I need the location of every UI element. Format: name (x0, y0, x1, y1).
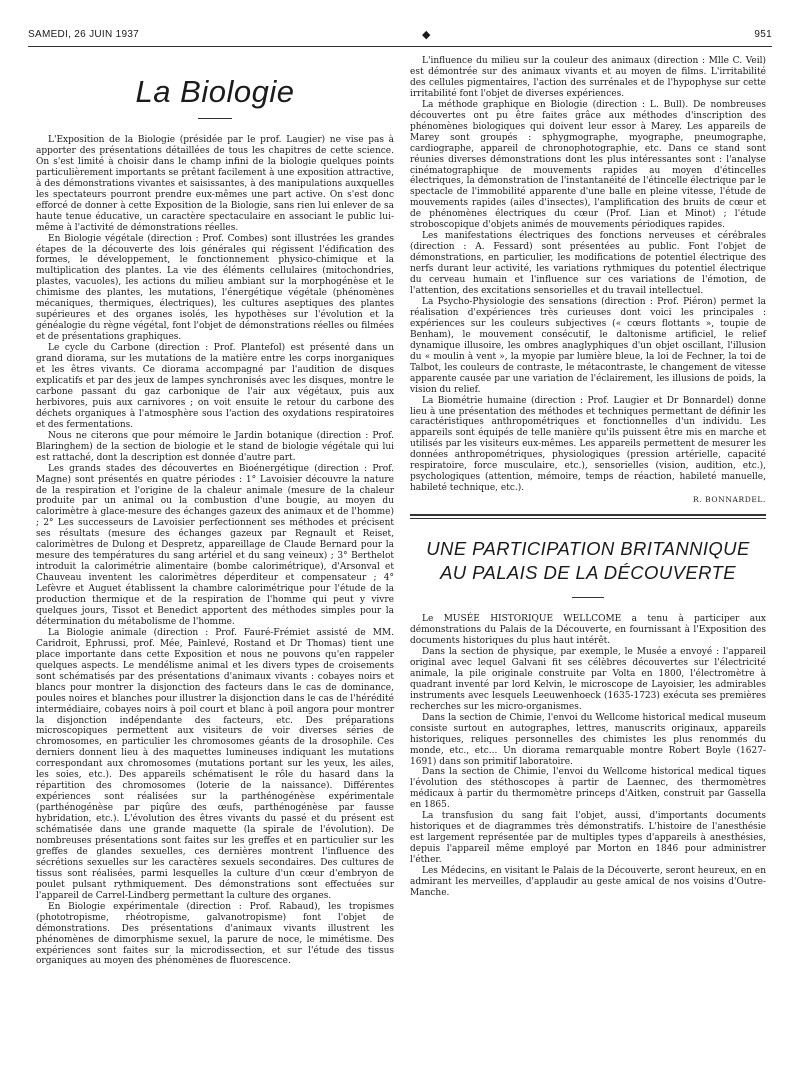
header-date: SAMEDI, 26 JUIN 1937 (28, 29, 140, 40)
brit-paragraph-3: Dans la section de Chimie, l'envoi du Wellcome historical medical museum consiste surtout en autographes, lettres, manuscrits originaux, appareils historiques, reliques personnelles des chimistes les plus renommés du monde, etc., etc... Un diorama remarquable montre Robert Boyle (1627-1691) dans son primitif laboratoire. (410, 712, 766, 767)
bio-paragraph-6: La Biologie animale (direction : Prof. Fauré-Frémiet assisté de MM. Caridroit, Ephrussi, prof. Mée, Painlevé, Rostand et Dr Thomas) tient une place importante dans cette Exposition et nous ne pouvons qu'en rappeler quelques aspects. Le mendélisme animal et les divers types de croisements sont schématisés par des présentations d'animaux vivants : cobayes noirs et blancs pour montrer la disjonction des facteurs dans le cas de dominance, poules noires et blanches pour illustrer la disjonction dans le cas de l'hérédité intermédiaire, cobayes noirs à poil court et blanc à poil angora pour montrer la disjonction indépendante des facteurs, etc. Des préparations microscopiques permettent aux visiteurs de voir diverses séries de chromosomes, en particulier les chromosomes géants de la drosophile. Ces derniers donnent lieu à des maquettes lumineuses indiquant les mutations correspondant aux chromosomes (mutations portant sur les yeux, les ailes, les soies, etc.). Des appareils schématisent le rôle du hasard dans la répartition des chromosomes (loterie de la naissance). Différentes expériences sont réalisées sur la parthénogénèse expérimentale (parthénogénèse par piqûre des œufs, parthénogénèse par fausse hybridation, etc.). L'évolution des êtres vivants du passé et du présent est schématisée dans une grande maquette (la spirale de l'évolution). De nombreuses présentations sont faites sur les greffes et en particulier sur les greffes de glandes sexuelles, ces dernières montrent l'influence des sécrétions sexuelles sur les caractères sexuels secondaires. Des cultures de tissus sont réalisées, parmi lesquelles la culture d'un cœur d'embryon de poulet pulsant rythmiquement. Des démonstrations sont effectuées sur l'appareil de Carrel-Lindberg permettant la culture des organes. (36, 627, 394, 901)
bio-paragraph-9: La méthode graphique en Biologie (direction : L. Bull). De nombreuses découvertes ont pu être faites grâce aux méthodes d'inscription des phénomènes biologiques qui doivent leur essor à Marey. Les appareils de Marey sont groupés : sphygmographe, myographe, pneumographe, cardiographe, appareil de chronophotographie, etc. Dans ce stand sont réunies diverses démonstrations dont les plus intéressantes sont : l'analyse cinématographique de mouvements rapides au moyen d'étincelles électriques, la démonstration de l'instantanéité de l'étincelle électrique par le spectacle de l'immobilité apparente d'une balle en pleine vitesse, l'étude de mouvements rapides (ailes d'insectes), l'amplification des bruits de cœur et de phénomènes électriques du cœur (Prof. Lian et Minot) ; l'étude stroboscopique d'objets animés de mouvements périodiques rapides. (410, 99, 767, 231)
brit-paragraph-4: Dans la section de Chimie, l'envoi du Wellcome historical medical tiques l'évolution des stéthoscopes à partir de Laennec, des thermomètres médicaux à partir du thermomètre princeps d'Aitken, construit par Gassella en 1865. (410, 767, 766, 811)
britannique-title-line-1: UNE PARTICIPATION BRITANNIQUE (426, 538, 750, 560)
brit-paragraph-2: Dans la section de physique, par exemple, le Musée a envoyé : l'appareil original avec lequel Galvani fit ses célèbres découvertes sur l'électricité animale, la pile originale construite par Volta en 1800, l'électromètre à quadrant inventé par lord Kelvin, le microscope de Layoisier, les admirables instruments avec lesquels Leeuwenhoeck (1635-1723) exécuta ses premières recherches sur les micro-organismes. (410, 646, 766, 712)
bio-paragraph-4: Nous ne citerons que pour mémoire le Jardin botanique (direction : Prof. Blaringhem) de la section de biologie et le stand de biologie végétale qui lui est rattaché, dont la description est donnée d'autre part. (36, 430, 394, 463)
bio-paragraph-2: En Biologie végétale (direction : Prof. Combes) sont illustrées les grandes étapes de la découverte des lois générales qui régissent l'édification des formes, le développement, le fonctionnement physico-chimique et la multiplication des plantes. La vie des éléments cellulaires (mitochondries, plastes, vacuoles), les actions du milieu ambiant sur la morphogénèse et le chimisme des plantes, les mutations, l'énergétique végétale (phénomènes mécaniques, thermiques, électriques), les cultures aseptiques des plantes supérieures et des organes isolés, les hypothèses sur l'évolution et la généalogie du règne végétal, font l'objet de démonstrations réelles ou filmées et de présentations graphiques. (36, 233, 394, 343)
article-signature: R. BONNARDEL. (692, 495, 766, 505)
page-number: 951 (754, 29, 772, 40)
bio-paragraph-1: L'Exposition de la Biologie (présidée par le prof. Laugier) ne vise pas à apporter des présentations détaillées de tous les chapitres de cette science. On s'est limité à choisir dans le champ infini de la biologie quelques points particulièrement importants se prêtant facilement à une exposition attractive, à des démonstrations vivantes et saisissantes, à des manipulations auxquelles les spectateurs pourront prendre eux-mêmes une part active. On s'est donc efforcé de donner à cette Exposition de la Biologie, sans rien lui enlever de sa haute tenue éducative, un caractère spectaculaire en associant le public lui-même à l'activité de démonstrations réelles. (36, 135, 394, 233)
bio-paragraph-10: Les manifestations électriques des fonctions nerveuses et cérébrales (direction : A. Fessard) sont présentées au public. Font l'objet de démonstrations, en particulier, les modifications de potentiel électrique des nerfs durant leur activité, les variations rythmiques du potentiel électrique du cerveau humain et l'influence sur ces variations de l'émotion, de l'attention, des excitations sensorielles et du travail intellectuel. (410, 231, 766, 297)
title-underline (198, 118, 232, 119)
bio-paragraph-7: En Biologie expérimentale (direction : Prof. Rabaud), les tropismes (phototropisme, rhéotropisme, galvanotropisme) font l'objet de démonstrations. Des présentations d'animaux vivants illustrent les phénomènes de dimorphisme sexuel, la parure de noce, le mimétisme. Des expériences sont faites sur la microdissection, et sur l'étude des tissus organiques au moyen des phénomènes de fluorescence. (36, 901, 394, 967)
britannique-title-underline (572, 597, 604, 598)
britannique-title-line-2: AU PALAIS DE LA DÉCOUVERTE (440, 562, 736, 584)
bio-paragraph-12: La Biométrie humaine (direction : Prof. Laugier et Dr Bonnardel) donne lieu à une présentation des méthodes et techniques permettant de définir les caractéristiques anthropométriques et fonctionnelles d'un individu. Les appareils sont équipés de telle manière qu'ils puissent être mis en marche et utilisés par les visiteurs eux-mêmes. Les appareils permettent de mesurer les données anthropométriques, physiologiques (pression artérielle, capacité respiratoire, force musculaire, etc.), sensorielles (vision, audition, etc.), psychologiques (attention, mémoire, temps de réaction, habileté manuelle, habileté technique, etc.). (410, 395, 766, 494)
right-column (410, 56, 766, 899)
article-title-britannique (410, 537, 766, 585)
left-column (36, 58, 394, 967)
bio-paragraph-11: La Psycho-Physiologie des sensations (direction : Prof. Piéron) permet la réalisation d'expériences très curieuses dont voici les principales : expériences sur les couleurs subjectives (« cœurs flottants », toupie de Benham), le mouvement consécutif, le daltonisme artificiel, le relief dynamique illusoire, les ombres anaglyphiques d'un objet oscillant, l'illusion du « moulin à vent », la myopie par lumière bleue, la loi de Fechner, la toi de Talbot, les couleurs de contraste, le métacontraste, le changement de vitesse apparente causée par une variation de l'éclairement, les illusions de poids, la vision du relief. (410, 296, 766, 395)
header-ornament: ◆ (422, 29, 431, 41)
section-divider (410, 514, 766, 516)
brit-paragraph-5: La transfusion du sang fait l'objet, aussi, d'importants documents historiques et de diagrammes très démonstratifs. L'histoire de l'anesthésie est largement représentée par de multiples types d'appareils à anesthésies, depuis l'appareil même employé par Morton en 1846 pour administrer l'éther. (410, 811, 766, 866)
page-header (28, 26, 772, 47)
brit-paragraph-6: Les Médecins, en visitant le Palais de la Découverte, seront heureux, en en admirant les merveilles, d'applaudir au geste amical de nos voisins d'Outre-Manche. (410, 866, 766, 898)
bio-paragraph-5: Les grands stades des découvertes en Bioénergétique (direction : Prof. Magne) sont présentés en quatre périodes : 1° Lavoisier découvre la nature de la respiration et l'origine de la chaleur animale (mesure de la chaleur produite par un animal ou la combustion d'une bougie, au moyen du calorimètre à glace-mesure des échanges gazeux des animaux et de l'homme) ; 2° Les successeurs de Lavoisier perfectionnent ses méthodes et précisent ses résultats (mesure des échanges gazeux par Regnault et Reiset, calorimètres de Dulong et Despretz, appareillage de Claude Bernard pour la mesure des températures du sang artériel et du sang veineux) ; 3° Berthelot introduit la calorimétrie alimentaire (bombe calorimétrique), d'Arsonval et Chauveau inventent les calorimètres déperditeur et compensateur ; 4° Lefèvre et Auguet établissent la chambre calorimétrique pour l'étude de la production thermique et de la respiration de l'homme qui peut y vivre quelques jours, Tissot et Benedict apportent des méthodes simples pour la détermination du métabolisme de l'homme. (36, 463, 394, 627)
article-title-biologie: La Biologie (135, 74, 295, 109)
bio-paragraph-3: Le cycle du Carbone (direction : Prof. Plantefol) est présenté dans un grand diorama, sur les mutations de la matière entre les corps inorganiques et les êtres vivants. Ce diorama accompagné par l'audition de disques explicatifs et par des jeux de lampes synchronisés avec les disques, montre le carbone passant du gaz carbonique de l'air aux végétaux, puis aux herbivores, puis aux carnivores ; on voit ensuite le retour du carbone des déchets organiques à l'atmosphère sous l'action des oxydations respiratoires et des fermentations. (36, 343, 394, 430)
section-divider-thin (410, 518, 766, 519)
bio-paragraph-8: L'influence du milieu sur la couleur des animaux (direction : Mlle C. Veil) est démontrée sur des animaux vivants et au moyen de films. L'irritabilité des cellules pigmentaires, l'action des surrénales et de l'hypophyse sur cette irritabilité font l'objet de diverses expériences. (410, 56, 766, 99)
brit-paragraph-1: Le MUSÉE HISTORIQUE WELLCOME a tenu à participer aux démonstrations du Palais de la Découverte, en fournissant à l'Exposition des documents historiques du plus haut intérêt. (410, 614, 766, 647)
